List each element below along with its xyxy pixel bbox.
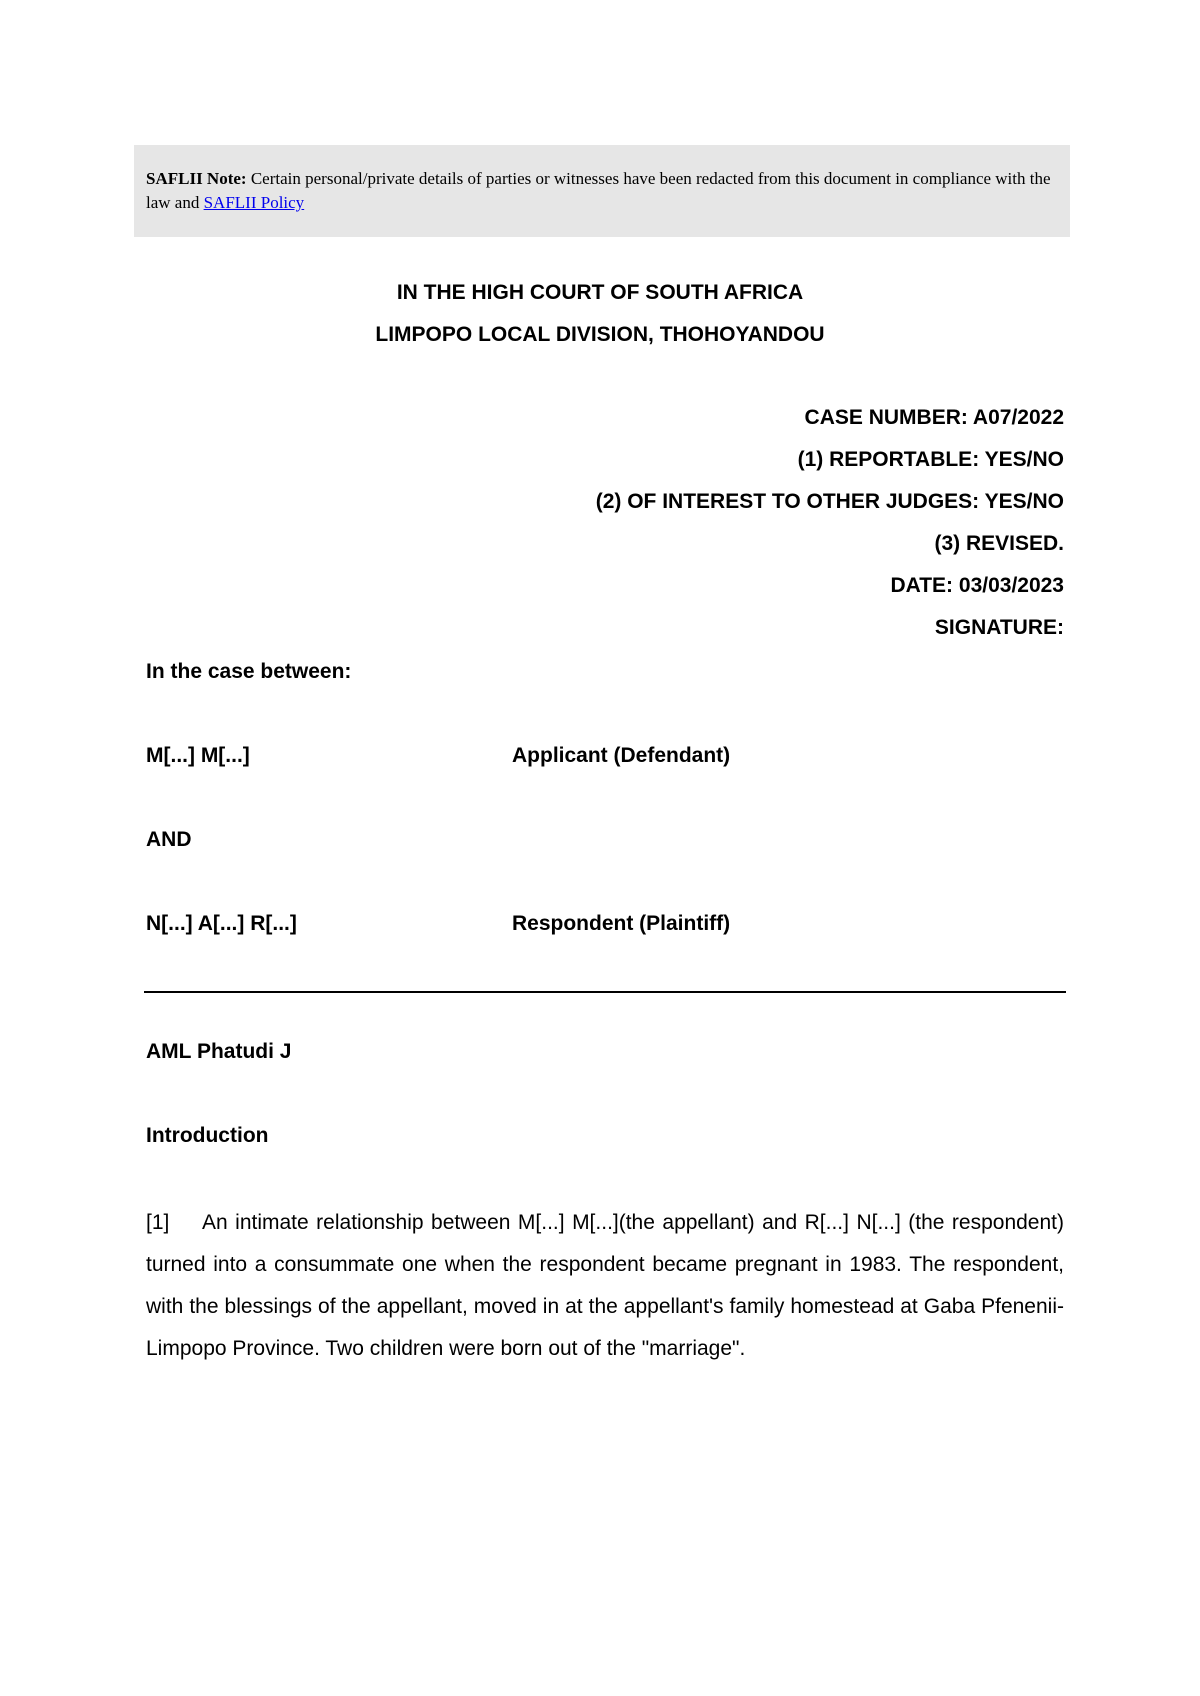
- paragraph-text: An intimate relationship between M[...] M[...](the appellant) and R[...] N[...] (the respondent) turned into a consummate one when the respondent became pregnant in 1983. The respondent, with the blessings of the appellant, moved in at the appellant's family homestead at Gaba Pfenenii- Limpopo Province. Two children were born out of the "marriage".: [146, 1211, 1064, 1360]
- and-label: AND: [146, 828, 192, 851]
- court-name: IN THE HIGH COURT OF SOUTH AFRICA: [396, 281, 804, 304]
- note-text: Certain personal/private details of parties or witnesses have been redacted from this document in compliance with the law and: [146, 169, 1051, 212]
- saflii-policy-link[interactable]: SAFLII Policy: [203, 193, 305, 212]
- interest-status: (2) OF INTEREST TO OTHER JUDGES: YES/NO: [595, 490, 1064, 513]
- judgment-date: DATE: 03/03/2023: [890, 574, 1064, 597]
- case-number: CASE NUMBER: A07/2022: [804, 406, 1064, 429]
- reportable-status: (1) REPORTABLE: YES/NO: [797, 448, 1064, 471]
- court-division: LIMPOPO LOCAL DIVISION, THOHOYANDOU: [375, 323, 825, 346]
- saflii-note-box: [134, 145, 1070, 237]
- revised-status: (3) REVISED.: [934, 532, 1064, 555]
- respondent-role: Respondent (Plaintiff): [512, 912, 731, 935]
- applicant-name: M[...] M[...]: [146, 744, 250, 767]
- paragraph-number: [1]: [146, 1211, 170, 1234]
- header-divider: [144, 991, 1066, 993]
- paragraph-1: [146, 1202, 1064, 1370]
- signature-label: SIGNATURE:: [934, 616, 1064, 639]
- applicant-role: Applicant (Defendant): [512, 744, 731, 767]
- respondent-name: N[...] A[...] R[...]: [146, 912, 297, 935]
- section-heading: Introduction: [146, 1124, 269, 1147]
- parties-intro: In the case between:: [146, 660, 352, 683]
- note-label: SAFLII Note:: [146, 169, 247, 188]
- judge-name: AML Phatudi J: [146, 1040, 292, 1063]
